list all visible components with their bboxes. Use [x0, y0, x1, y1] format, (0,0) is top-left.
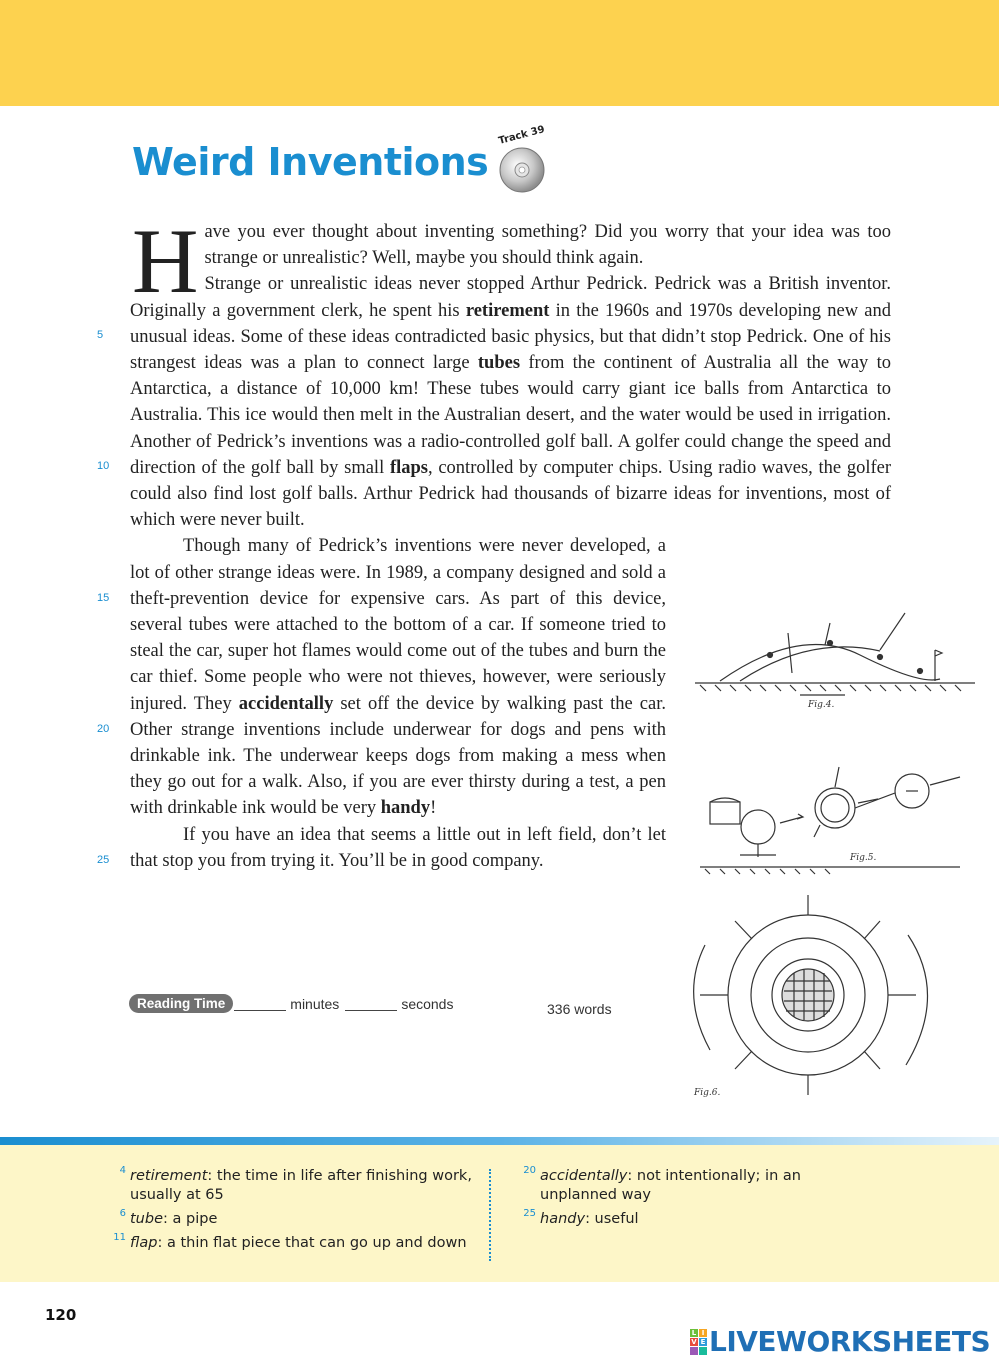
logo-mark-icon: L I V E	[690, 1329, 707, 1355]
paragraph-4: If you have an idea that seems a little out in left field, don’t let that stop you from trying it. You’ll be in good company.	[130, 824, 666, 871]
patent-illustrations	[680, 595, 980, 1115]
glossary-item: 6 tube: a pipe	[119, 1208, 218, 1227]
logo-text: LIVEWORKSHEETS	[709, 1325, 991, 1358]
vocab-handy: handy	[380, 798, 431, 819]
glossary-item: 25 handy: useful	[523, 1208, 639, 1227]
fig6-ice-ball	[694, 895, 928, 1095]
word-count: 336 words	[547, 1001, 612, 1017]
audio-track-badge[interactable]	[495, 124, 551, 194]
vocab-accidentally: accidentally	[238, 693, 334, 714]
glossary-column-left	[113, 1165, 475, 1258]
seconds-blank[interactable]	[345, 996, 397, 1011]
vocab-tubes: tubes	[477, 353, 521, 374]
glossary-divider	[489, 1169, 491, 1261]
cd-icon	[498, 146, 546, 194]
glossary-item: 20 accidentally: not intentionally; in an unplanned way	[523, 1165, 801, 1203]
seconds-label: seconds	[401, 995, 454, 1012]
track-label: Track 39	[497, 124, 547, 147]
reading-time-row	[129, 994, 453, 1013]
glossary-top-bar	[0, 1137, 999, 1145]
fig5-golf-ball-flaps	[700, 767, 960, 874]
line-number: 5	[97, 329, 104, 341]
drop-cap: H	[132, 210, 199, 312]
minutes-label: minutes	[290, 995, 340, 1012]
vocab-retirement: retirement	[465, 300, 550, 321]
paragraph-3: Though many of Pedrick’s inventions were never developed, a lot of other strange ideas were. In 1989, a company designed and sold a theft-prevention device for expensive cars. As part of this device, several tubes were attached to the bottom of a car. If someone tried to steal the car, super hot flames would come out of the tubes and burn the car thief. Some people who were not thieves, however, were seriously injured. They accidentally set off the device by walking past the car. Other strange inventions include underwear for dogs and pens with drinkable ink. The underwear keeps dogs from making a mess when they go out for a walk. Also, if you are ever thirsty during a test, a pen with drinkable ink would be very handy!	[130, 536, 666, 819]
top-color-band	[0, 0, 999, 106]
liveworksheets-logo[interactable]	[690, 1325, 990, 1358]
page-title: Weird Inventions	[132, 140, 489, 184]
fig4-golf-trajectory	[695, 613, 975, 695]
fig4-label: Fig.4.	[808, 700, 835, 710]
glossary-item: 4 retirement: the time in life after finishing work, usually at 65	[119, 1165, 472, 1203]
fig5-label: Fig.5.	[850, 853, 877, 863]
line-number: 25	[97, 854, 110, 866]
line-number: 15	[97, 592, 110, 604]
glossary-item: 11 flap: a thin flat piece that can go up and down	[113, 1232, 467, 1251]
paragraph-2: Strange or unrealistic ideas never stopped Arthur Pedrick. Pedrick was a British inventor. Originally a government clerk, he spent his retirement in the 1960s and 1970s developing new and unusual ideas. Some of these ideas contradicted basic physics, but that didn’t stop Pedrick. One of his strangest ideas was a plan to connect large tubes from the continent of Australia all the way to Antarctica, a distance of 10,000 km! These tubes would carry giant ice balls from Antarctica to Australia. This ice would then melt in the Australian desert, and the water would be used in irrigation. Another of Pedrick’s inventions was a radio-controlled golf ball. A golfer could change the speed and direction of the golf ball by small flaps, controlled by computer chips. Using radio waves, the golfer could also find lost golf balls. Arthur Pedrick had thousands of bizarre ideas for inventions, most of which were never built.	[130, 274, 892, 531]
line-number: 20	[97, 723, 110, 735]
glossary-panel	[0, 1145, 999, 1282]
glossary-column-right	[523, 1165, 830, 1234]
fig6-label: Fig.6.	[694, 1088, 721, 1098]
minutes-blank[interactable]	[234, 996, 286, 1011]
vocab-flaps: flaps	[389, 457, 428, 478]
reading-time-label: Reading Time	[129, 994, 233, 1013]
page-number: 120	[45, 1306, 77, 1324]
paragraph-1: Have you ever thought about inventing something? Did you worry that your idea was too strange or unrealistic? Well, maybe you should think again.	[132, 210, 891, 312]
line-number: 10	[97, 460, 110, 472]
